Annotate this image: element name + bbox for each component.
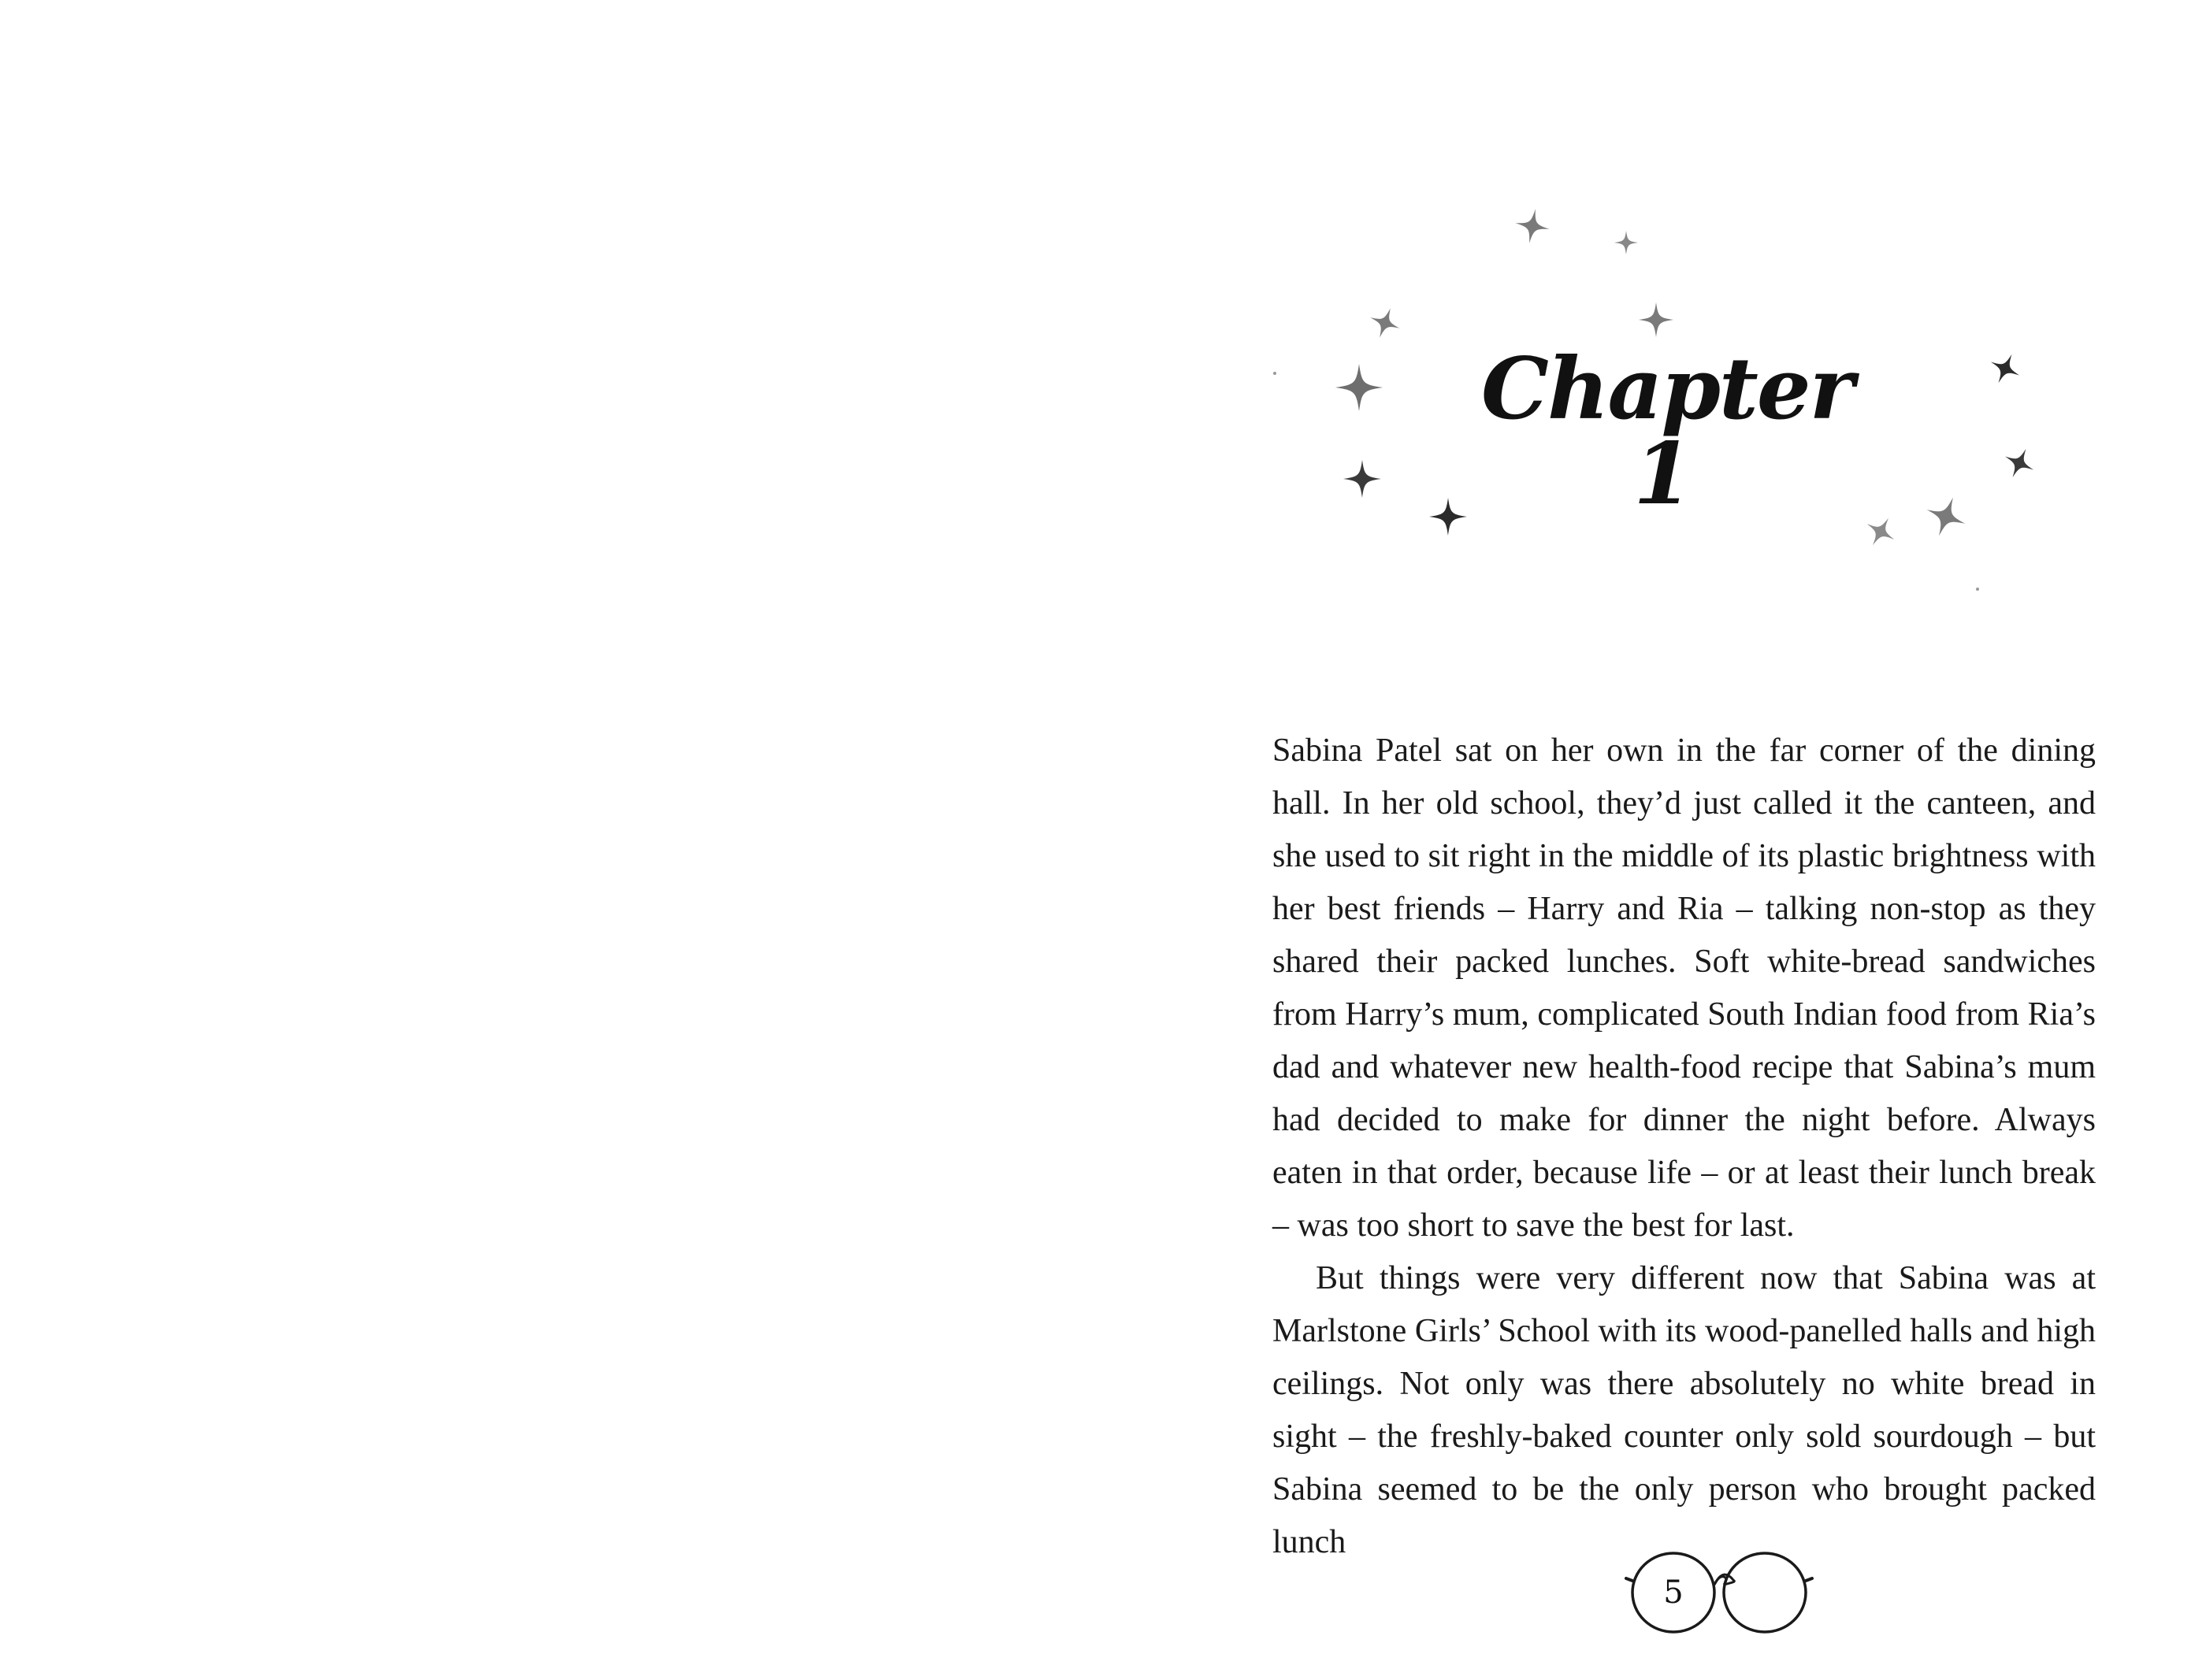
star-icon: [1513, 206, 1553, 247]
page-number: 5: [1663, 1574, 1684, 1611]
dot-icon: [1273, 372, 1276, 375]
star-icon: [1998, 442, 2040, 484]
star-icon: [1365, 302, 1405, 343]
star-icon: [1859, 510, 1903, 554]
page-footer: [1623, 1544, 1859, 1638]
star-icon: [1335, 364, 1383, 411]
right-page: [1103, 0, 2206, 1680]
star-icon: [1639, 302, 1673, 337]
paragraph: But things were very different now that Sabina was at Marlstone Girls’ School with its wood-panelled halls and high ceilings. Not only was there absolutely no white bread in sight – the freshly-baked counter only sold sourdough – but Sabina seemed to be the only person who brought packed lunch: [1272, 1260, 2096, 1560]
star-icon: [1920, 491, 1973, 543]
star-icon: [1429, 498, 1467, 536]
chapter-title: Chapter 1: [1481, 339, 1853, 524]
star-icon: [1614, 231, 1638, 254]
paragraph: Sabina Patel sat on her own in the far corner of the dining hall. In her old school, they’d just called it the canteen, and she used to sit right in the middle of its plastic brightness with her best friends – Harry and Ria – talking non-stop as they shared their packed lunches. Soft white-bread sandwiches from Harry’s mum, complicated South Indian food from Ria’s dad and whatever new health-food recipe that Sabina’s mum had decided to make for dinner the night before. Always eaten in that order, because life – or at least their lunch break – was too short to save the best for last.: [1272, 732, 2096, 1244]
star-icon: [1343, 460, 1381, 498]
star-icon: [1984, 347, 2026, 389]
body-text: [1272, 725, 2096, 1569]
dot-icon: [1976, 588, 1979, 591]
